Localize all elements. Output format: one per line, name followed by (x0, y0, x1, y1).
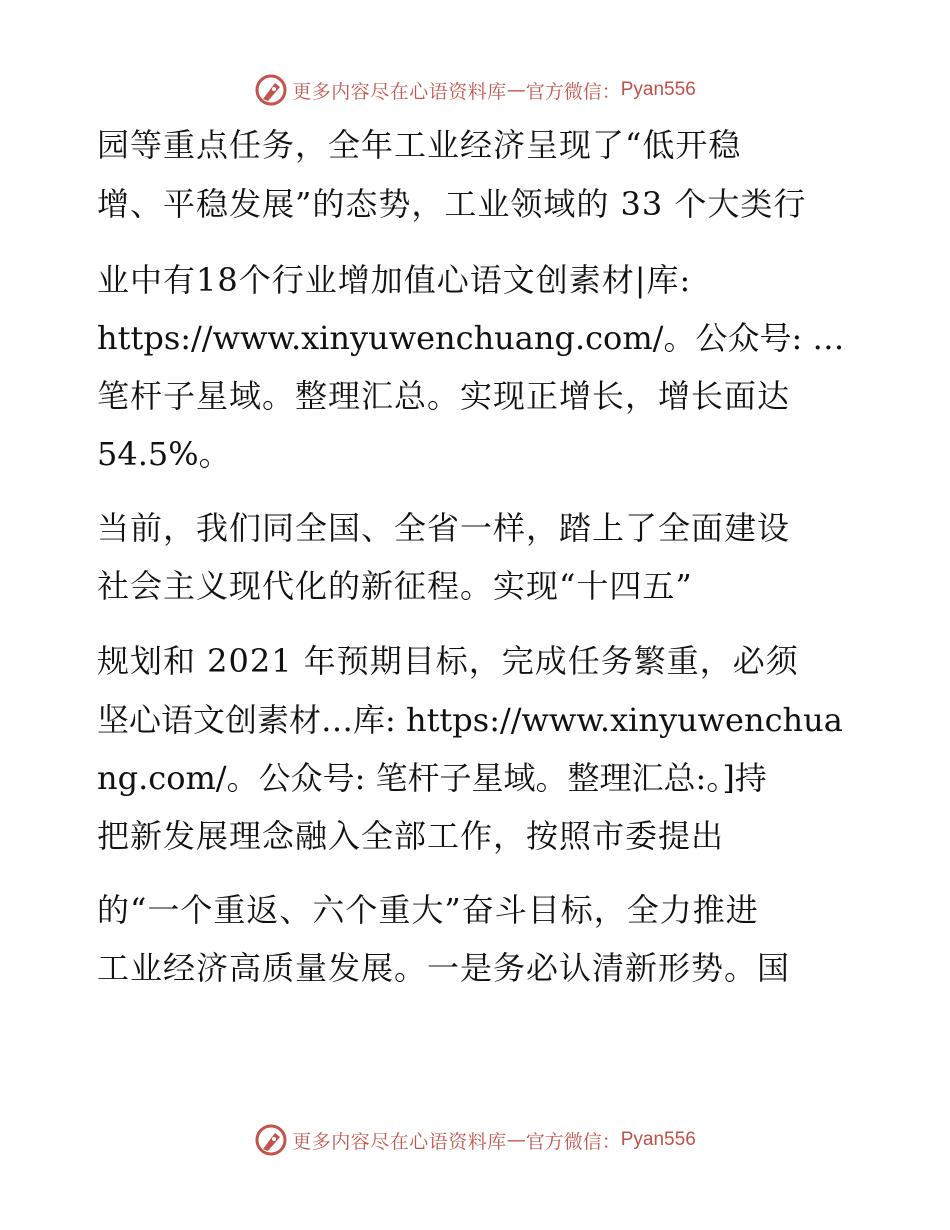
text-line-13: 的“一个重返、六个重大”奋斗目标，全力推进 (97, 891, 759, 929)
text-line-9: 规划和 2021 年预期目标，完成任务繁重，必须 (97, 642, 799, 680)
watermark-brand: 更多内容尽在心语资料库 (292, 80, 507, 103)
text-line-5: 笔杆子星域。整理汇总。实现正增长，增长面达 (97, 377, 791, 415)
watermark-account: Pyan556 (620, 79, 696, 100)
watermark-account: Pyan556 (620, 1129, 696, 1150)
text-line-1: 园等重点任务，全年工业经济呈现了“低开稳 (97, 126, 742, 164)
watermark-separator: — (506, 1129, 526, 1151)
text-line-12: 把新发展理念融入全部工作，按照市委提出 (97, 817, 725, 855)
text-line-7: 当前，我们同全国、全省一样，踏上了全面建设 (97, 509, 791, 547)
text-line-10: 坚心语文创素材…库: https://www.xinyuwenchua (97, 701, 843, 739)
text-line-4: https://www.xinyuwenchuang.com/。公众号: … (97, 319, 845, 357)
watermark-separator: — (506, 79, 526, 101)
text-line-6: 54.5%。 (97, 435, 231, 473)
watermark-label: 官方微信： (525, 80, 621, 103)
footer-watermark-banner (0, 1120, 950, 1160)
watermark-label: 官方微信： (525, 1130, 621, 1153)
pen-nib-logo-icon (254, 1123, 288, 1157)
text-line-8: 社会主义现代化的新征程。实现“十四五” (97, 567, 693, 605)
watermark-brand: 更多内容尽在心语资料库 (292, 1130, 507, 1153)
text-line-3: 业中有18个行业增加值心语文创素材|库: (97, 261, 692, 299)
text-line-11: ng.com/。公众号: 笔杆子星域。整理汇总:。]持 (97, 759, 767, 797)
text-line-2: 增、平稳发展”的态势，工业领域的 33 个大类行 (97, 185, 807, 223)
text-line-14: 工业经济高质量发展。一是务必认清新形势。国 (97, 949, 791, 987)
